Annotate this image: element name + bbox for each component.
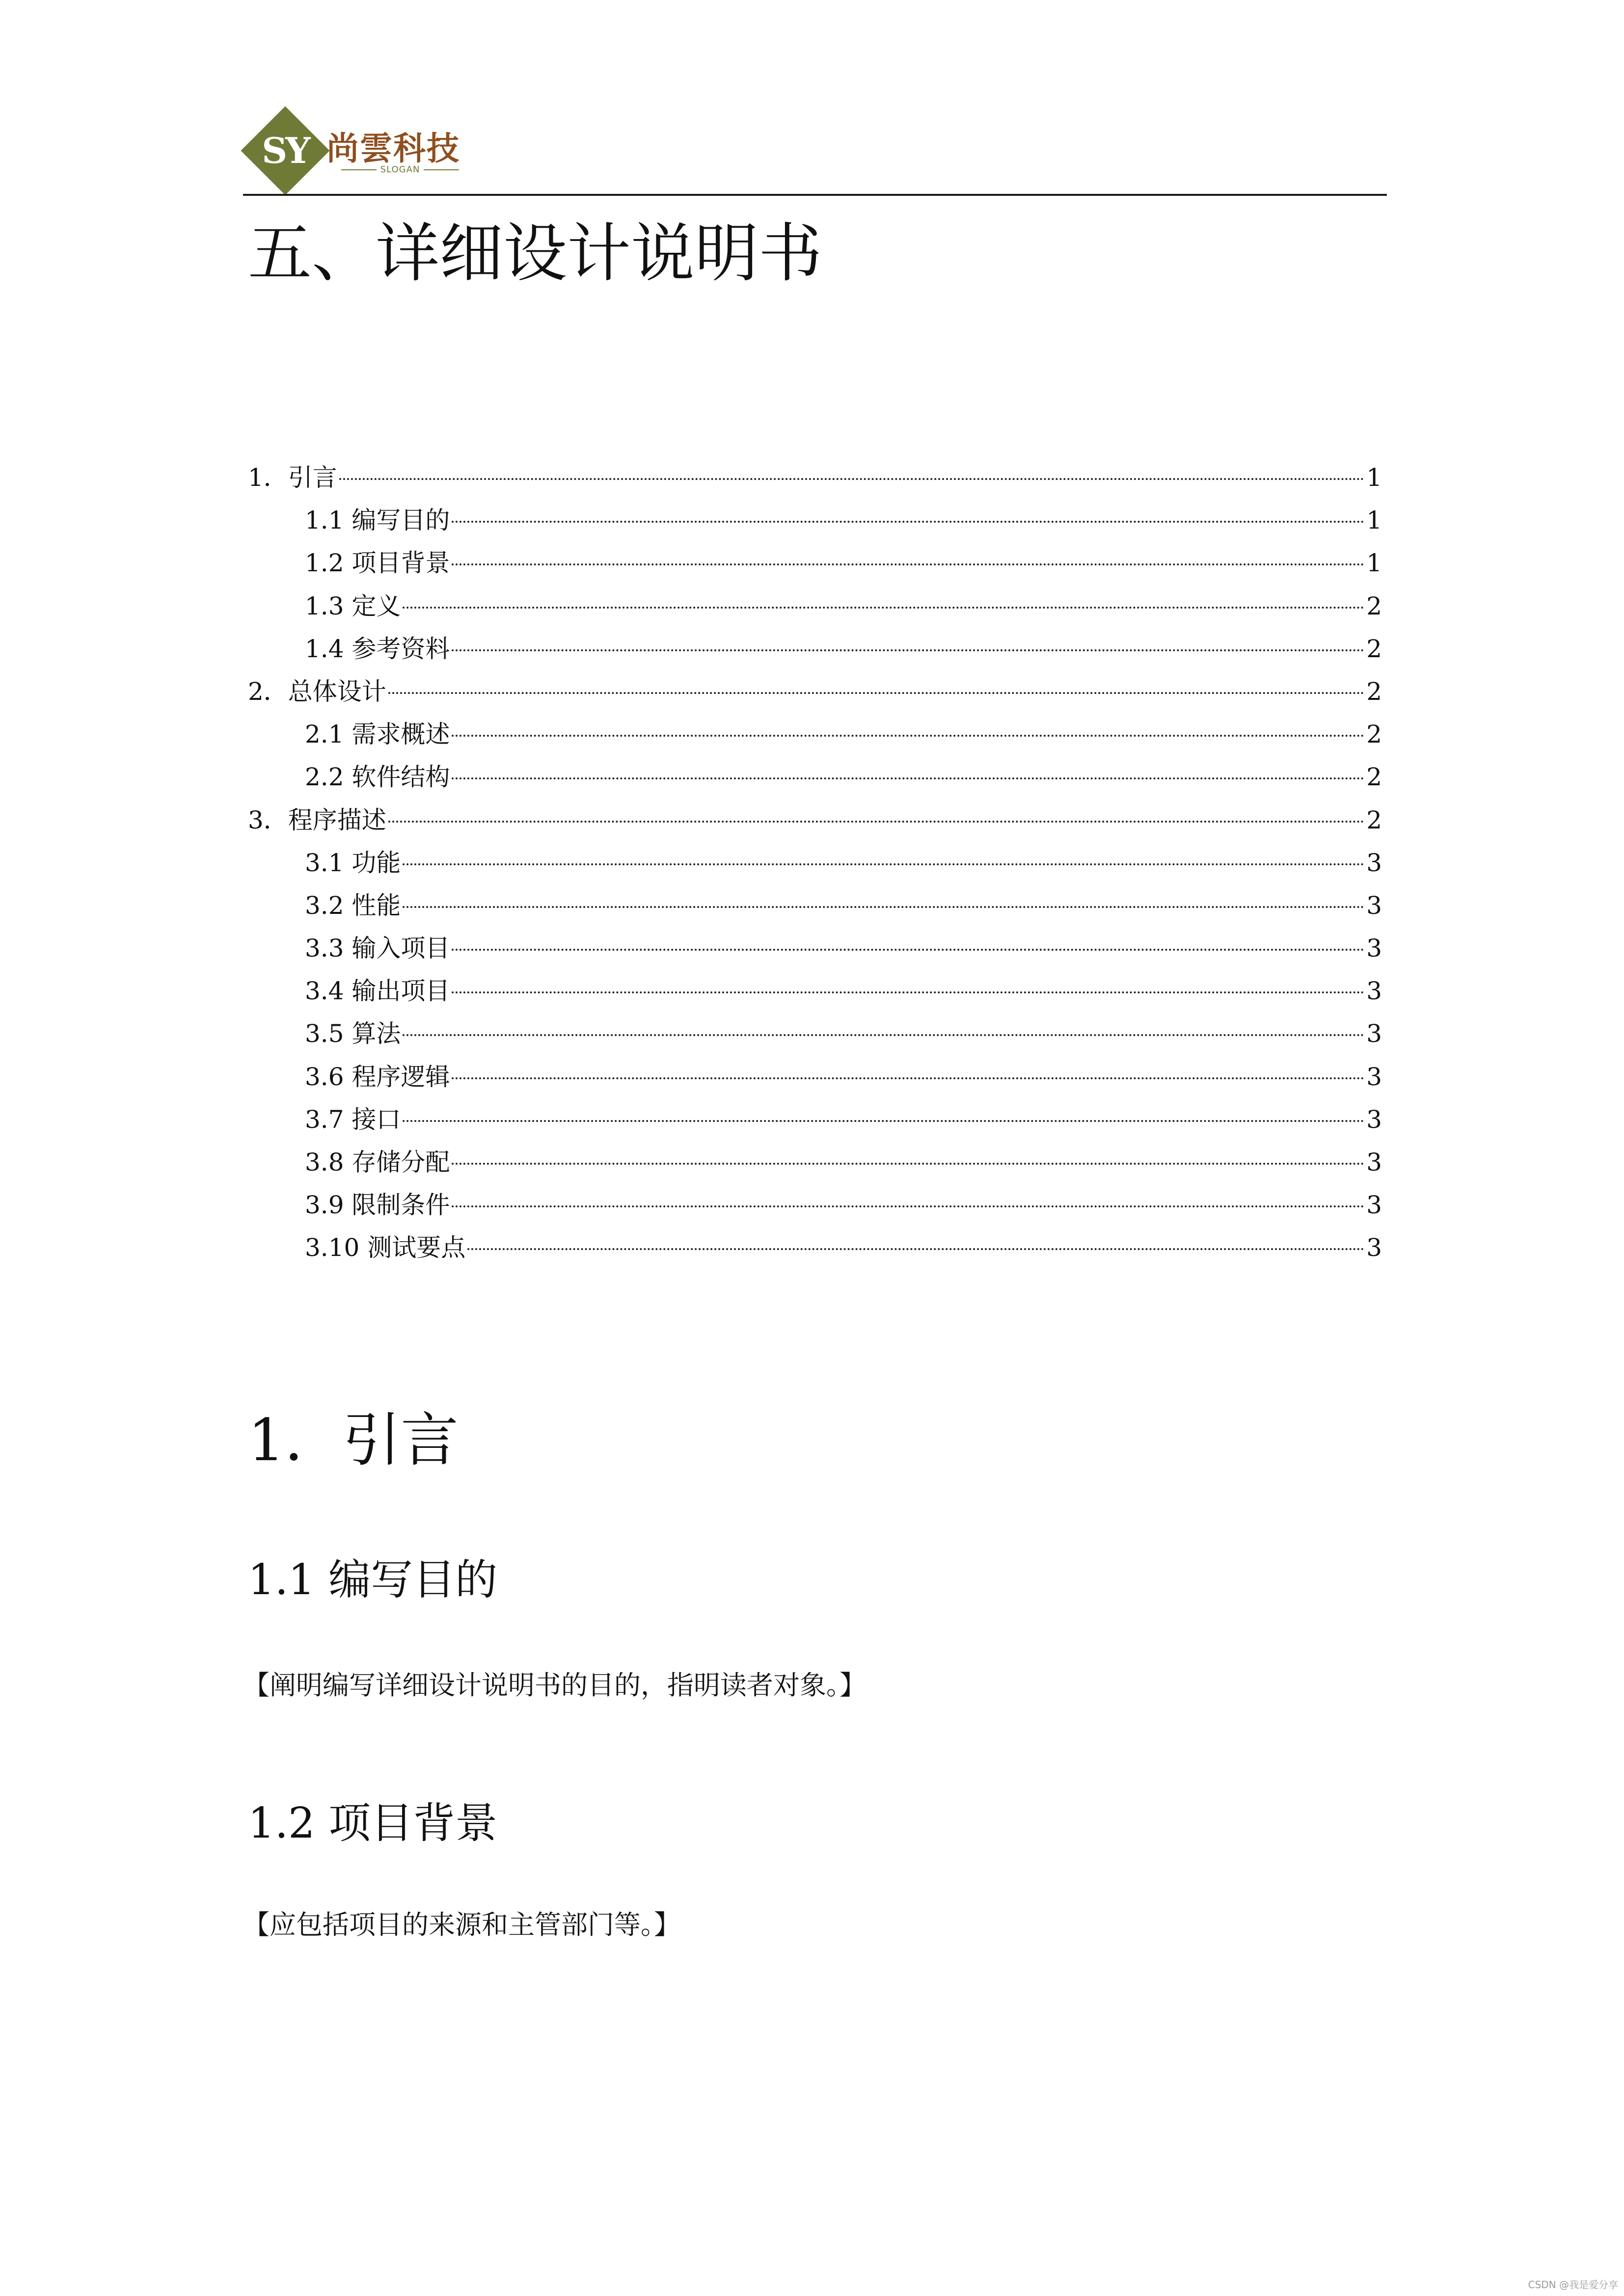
toc-dot-leader (452, 1205, 1364, 1207)
toc-entry-text: 3.2 性能 (305, 891, 401, 920)
table-of-contents (248, 456, 1382, 1270)
subsection-heading-purpose: 1.1 编写目的 (248, 1555, 498, 1604)
toc-entry-text: 3.10 测试要点 (305, 1233, 466, 1262)
toc-entry-text: 2．总体设计 (248, 677, 386, 706)
toc-page-number: 3 (1366, 1019, 1382, 1048)
toc-dot-leader (452, 649, 1364, 651)
toc-entry[interactable] (248, 628, 1382, 670)
toc-page-number: 3 (1366, 977, 1382, 1006)
header-divider (243, 194, 1387, 196)
toc-entry-text: 3.9 限制条件 (305, 1191, 450, 1220)
toc-dot-leader (452, 949, 1364, 951)
logo-letters: SY (262, 130, 309, 171)
toc-page-number: 2 (1366, 634, 1382, 663)
toc-dot-leader (452, 521, 1364, 523)
toc-entry-text: 3.8 存储分配 (305, 1148, 450, 1176)
toc-entry[interactable] (248, 927, 1382, 970)
toc-page-number: 3 (1366, 934, 1382, 963)
toc-entry[interactable] (248, 499, 1382, 542)
toc-entry-text: 3.3 输入项目 (305, 934, 450, 963)
toc-entry-text: 3.6 程序逻辑 (305, 1062, 450, 1091)
toc-dot-leader (339, 478, 1364, 480)
toc-entry[interactable] (248, 1056, 1382, 1098)
toc-page-number: 2 (1366, 677, 1382, 706)
toc-dot-leader (403, 1034, 1364, 1036)
toc-page-number: 2 (1366, 720, 1382, 749)
toc-page-number: 3 (1366, 1062, 1382, 1091)
toc-entry[interactable] (248, 884, 1382, 927)
toc-dot-leader (452, 735, 1364, 737)
toc-page-number: 2 (1366, 763, 1382, 792)
toc-entry-text: 1．引言 (248, 463, 337, 492)
toc-page-number: 3 (1366, 1105, 1382, 1134)
document-title: 五、详细设计说明书 (248, 216, 823, 291)
section-heading-introduction: 1．引言 (248, 1406, 459, 1474)
subsection-heading-background: 1.2 项目背景 (248, 1799, 498, 1848)
toc-dot-leader (403, 1120, 1364, 1122)
toc-page-number: 1 (1366, 549, 1382, 578)
toc-entry-text: 3.7 接口 (305, 1105, 401, 1134)
toc-page-number: 3 (1366, 848, 1382, 877)
toc-entry[interactable] (248, 456, 1382, 499)
toc-dot-leader (388, 821, 1364, 823)
toc-entry-text: 1.1 编写目的 (305, 506, 450, 535)
toc-entry[interactable] (248, 585, 1382, 628)
toc-entry[interactable] (248, 799, 1382, 842)
toc-entry[interactable] (248, 842, 1382, 884)
toc-entry-text: 1.3 定义 (305, 591, 401, 620)
toc-entry-text: 3．程序描述 (248, 805, 386, 834)
toc-entry[interactable] (248, 1141, 1382, 1184)
toc-dot-leader (452, 1163, 1364, 1165)
toc-dot-leader (403, 863, 1364, 865)
toc-entry-text: 2.2 软件结构 (305, 763, 450, 792)
toc-page-number: 2 (1366, 591, 1382, 620)
toc-entry-text: 3.1 功能 (305, 848, 401, 877)
toc-entry[interactable] (248, 1227, 1382, 1269)
toc-page-number: 1 (1366, 463, 1382, 492)
toc-page-number: 2 (1366, 805, 1382, 834)
toc-page-number: 3 (1366, 891, 1382, 920)
toc-dot-leader (452, 563, 1364, 565)
toc-entry-text: 1.4 参考资料 (305, 634, 450, 663)
toc-dot-leader (403, 607, 1364, 609)
logo-slogan: SLOGAN (331, 164, 469, 175)
toc-entry[interactable] (248, 1184, 1382, 1227)
toc-dot-leader (403, 906, 1364, 908)
toc-page-number: 1 (1366, 506, 1382, 535)
toc-dot-leader (452, 777, 1364, 779)
toc-entry-text: 3.4 输出项目 (305, 977, 450, 1006)
toc-entry-text: 1.2 项目背景 (305, 549, 450, 578)
toc-page-number: 3 (1366, 1233, 1382, 1262)
toc-entry[interactable] (248, 713, 1382, 756)
toc-dot-leader (452, 991, 1364, 993)
toc-dot-leader (467, 1248, 1364, 1250)
toc-entry[interactable] (248, 1013, 1382, 1055)
toc-entry-text: 3.5 算法 (305, 1019, 401, 1048)
paragraph-background: 【应包括项目的来源和主管部门等。】 (243, 1909, 680, 1940)
toc-entry[interactable] (248, 670, 1382, 713)
toc-entry[interactable] (248, 756, 1382, 799)
paragraph-purpose: 【阐明编写详细设计说明书的目的，指明读者对象。】 (243, 1670, 866, 1701)
logo-brand-name: 尚雲科技 (326, 129, 460, 167)
toc-entry[interactable] (248, 1098, 1382, 1141)
source-watermark: CSDN @我是爱分享 (1528, 2279, 1618, 2291)
toc-dot-leader (452, 1077, 1364, 1079)
company-logo (248, 115, 479, 187)
toc-page-number: 3 (1366, 1191, 1382, 1220)
toc-entry[interactable] (248, 542, 1382, 585)
toc-page-number: 3 (1366, 1148, 1382, 1176)
toc-dot-leader (388, 692, 1364, 694)
toc-entry-text: 2.1 需求概述 (305, 720, 450, 749)
toc-entry[interactable] (248, 970, 1382, 1013)
